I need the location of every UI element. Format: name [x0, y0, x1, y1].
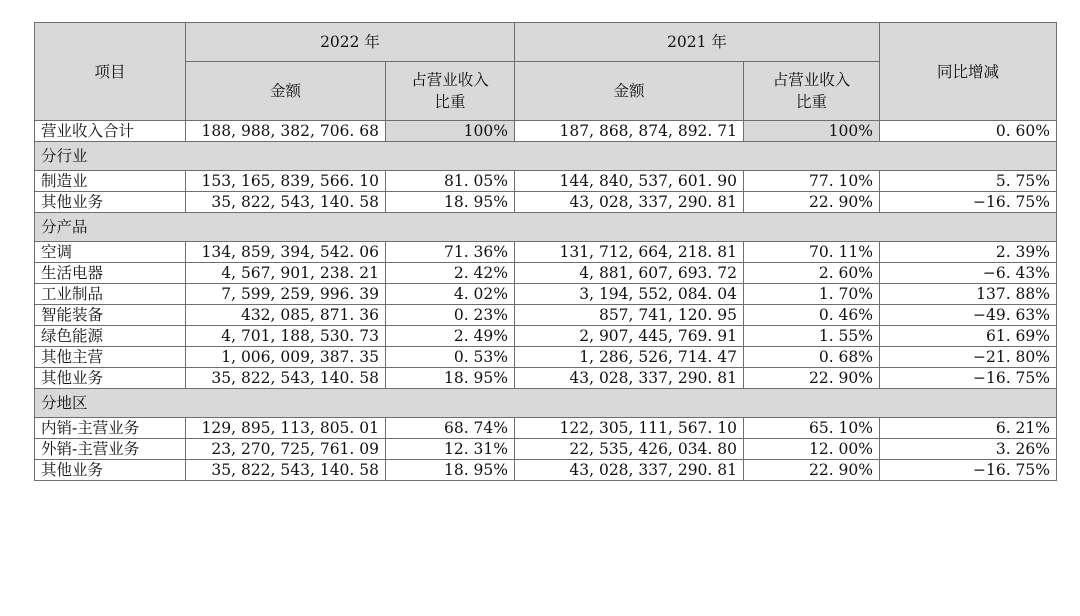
- total-amount-2022: 188, 988, 382, 706. 68: [186, 121, 386, 142]
- total-amount-2021: 187, 868, 874, 892. 71: [515, 121, 744, 142]
- revenue-breakdown-table: [34, 22, 1057, 481]
- share-2022: 18. 95%: [386, 368, 515, 389]
- table-row: [35, 305, 1057, 326]
- header-share-line2: 比重: [795, 93, 827, 111]
- share-2021: 12. 00%: [744, 439, 880, 460]
- yoy-change: 137. 88%: [880, 284, 1057, 305]
- amount-2021: 131, 712, 664, 218. 81: [515, 242, 744, 263]
- share-2022: 71. 36%: [386, 242, 515, 263]
- row-label: 智能装备: [35, 305, 186, 326]
- amount-2021: 43, 028, 337, 290. 81: [515, 460, 744, 481]
- section-header-row: [35, 389, 1057, 418]
- table-row: [35, 171, 1057, 192]
- yoy-change: −16. 75%: [880, 368, 1057, 389]
- yoy-change: 3. 26%: [880, 439, 1057, 460]
- yoy-change: −6. 43%: [880, 263, 1057, 284]
- share-2021: 70. 11%: [744, 242, 880, 263]
- row-label: 绿色能源: [35, 326, 186, 347]
- yoy-change: −49. 63%: [880, 305, 1057, 326]
- share-2021: 22. 90%: [744, 192, 880, 213]
- share-2022: 2. 49%: [386, 326, 515, 347]
- amount-2022: 35, 822, 543, 140. 58: [186, 460, 386, 481]
- share-2021: 22. 90%: [744, 368, 880, 389]
- share-2022: 2. 42%: [386, 263, 515, 284]
- share-2021: 22. 90%: [744, 460, 880, 481]
- table-row: [35, 368, 1057, 389]
- section-title: 分地区: [35, 389, 1057, 418]
- share-2021: 2. 60%: [744, 263, 880, 284]
- row-label: 其他主营: [35, 347, 186, 368]
- amount-2022: 1, 006, 009, 387. 35: [186, 347, 386, 368]
- header-share-line1: 占营业收入: [772, 71, 851, 89]
- amount-2022: 23, 270, 725, 761. 09: [186, 439, 386, 460]
- yoy-change: −16. 75%: [880, 192, 1057, 213]
- amount-2022: 7, 599, 259, 996. 39: [186, 284, 386, 305]
- amount-2022: 35, 822, 543, 140. 58: [186, 192, 386, 213]
- section-header-row: [35, 142, 1057, 171]
- table-row: [35, 326, 1057, 347]
- table-body: [35, 23, 1057, 481]
- amount-2021: 122, 305, 111, 567. 10: [515, 418, 744, 439]
- row-label: 内销-主营业务: [35, 418, 186, 439]
- header-yoy: 同比增减: [880, 23, 1057, 121]
- table-row: [35, 439, 1057, 460]
- header-share-2022: [386, 62, 515, 121]
- total-yoy: 0. 60%: [880, 121, 1057, 142]
- amount-2022: 4, 567, 901, 238. 21: [186, 263, 386, 284]
- table-row: [35, 284, 1057, 305]
- row-label: 其他业务: [35, 368, 186, 389]
- section-header-row: [35, 213, 1057, 242]
- row-label: 外销-主营业务: [35, 439, 186, 460]
- yoy-change: 5. 75%: [880, 171, 1057, 192]
- row-label: 空调: [35, 242, 186, 263]
- header-row-years: [35, 23, 1057, 62]
- header-item: 项目: [35, 23, 186, 121]
- yoy-change: 2. 39%: [880, 242, 1057, 263]
- amount-2021: 3, 194, 552, 084. 04: [515, 284, 744, 305]
- amount-2022: 153, 165, 839, 566. 10: [186, 171, 386, 192]
- header-amount-2021: 金额: [515, 62, 744, 121]
- share-2021: 65. 10%: [744, 418, 880, 439]
- amount-2022: 35, 822, 543, 140. 58: [186, 368, 386, 389]
- revenue-table-container: [34, 22, 1056, 481]
- yoy-change: 61. 69%: [880, 326, 1057, 347]
- amount-2022: 134, 859, 394, 542. 06: [186, 242, 386, 263]
- total-share-2022: 100%: [386, 121, 515, 142]
- share-2021: 1. 55%: [744, 326, 880, 347]
- header-share-2021: [744, 62, 880, 121]
- amount-2021: 144, 840, 537, 601. 90: [515, 171, 744, 192]
- total-label: 营业收入合计: [35, 121, 186, 142]
- yoy-change: −16. 75%: [880, 460, 1057, 481]
- share-2022: 18. 95%: [386, 192, 515, 213]
- table-row: [35, 192, 1057, 213]
- share-2022: 18. 95%: [386, 460, 515, 481]
- row-label: 制造业: [35, 171, 186, 192]
- amount-2021: 2, 907, 445, 769. 91: [515, 326, 744, 347]
- header-share-line2: 比重: [434, 93, 466, 111]
- row-label: 工业制品: [35, 284, 186, 305]
- section-title: 分行业: [35, 142, 1057, 171]
- amount-2022: 432, 085, 871. 36: [186, 305, 386, 326]
- total-row: [35, 121, 1057, 142]
- table-row: [35, 263, 1057, 284]
- header-amount-2022: 金额: [186, 62, 386, 121]
- share-2021: 77. 10%: [744, 171, 880, 192]
- share-2022: 4. 02%: [386, 284, 515, 305]
- amount-2021: 22, 535, 426, 034. 80: [515, 439, 744, 460]
- section-title: 分产品: [35, 213, 1057, 242]
- table-row: [35, 242, 1057, 263]
- row-label: 生活电器: [35, 263, 186, 284]
- amount-2021: 43, 028, 337, 290. 81: [515, 192, 744, 213]
- header-share-line1: 占营业收入: [411, 71, 489, 89]
- share-2022: 0. 23%: [386, 305, 515, 326]
- total-share-2021: 100%: [744, 121, 880, 142]
- share-2022: 12. 31%: [386, 439, 515, 460]
- share-2022: 68. 74%: [386, 418, 515, 439]
- header-year-2021: 2021 年: [515, 23, 880, 62]
- amount-2021: 43, 028, 337, 290. 81: [515, 368, 744, 389]
- row-label: 其他业务: [35, 192, 186, 213]
- amount-2022: 4, 701, 188, 530. 73: [186, 326, 386, 347]
- header-year-2022: 2022 年: [186, 23, 515, 62]
- share-2021: 1. 70%: [744, 284, 880, 305]
- table-row: [35, 347, 1057, 368]
- share-2021: 0. 46%: [744, 305, 880, 326]
- amount-2021: 4, 881, 607, 693. 72: [515, 263, 744, 284]
- table-row: [35, 460, 1057, 481]
- share-2022: 0. 53%: [386, 347, 515, 368]
- table-row: [35, 418, 1057, 439]
- yoy-change: −21. 80%: [880, 347, 1057, 368]
- amount-2022: 129, 895, 113, 805. 01: [186, 418, 386, 439]
- share-2021: 0. 68%: [744, 347, 880, 368]
- yoy-change: 6. 21%: [880, 418, 1057, 439]
- amount-2021: 1, 286, 526, 714. 47: [515, 347, 744, 368]
- amount-2021: 857, 741, 120. 95: [515, 305, 744, 326]
- share-2022: 81. 05%: [386, 171, 515, 192]
- row-label: 其他业务: [35, 460, 186, 481]
